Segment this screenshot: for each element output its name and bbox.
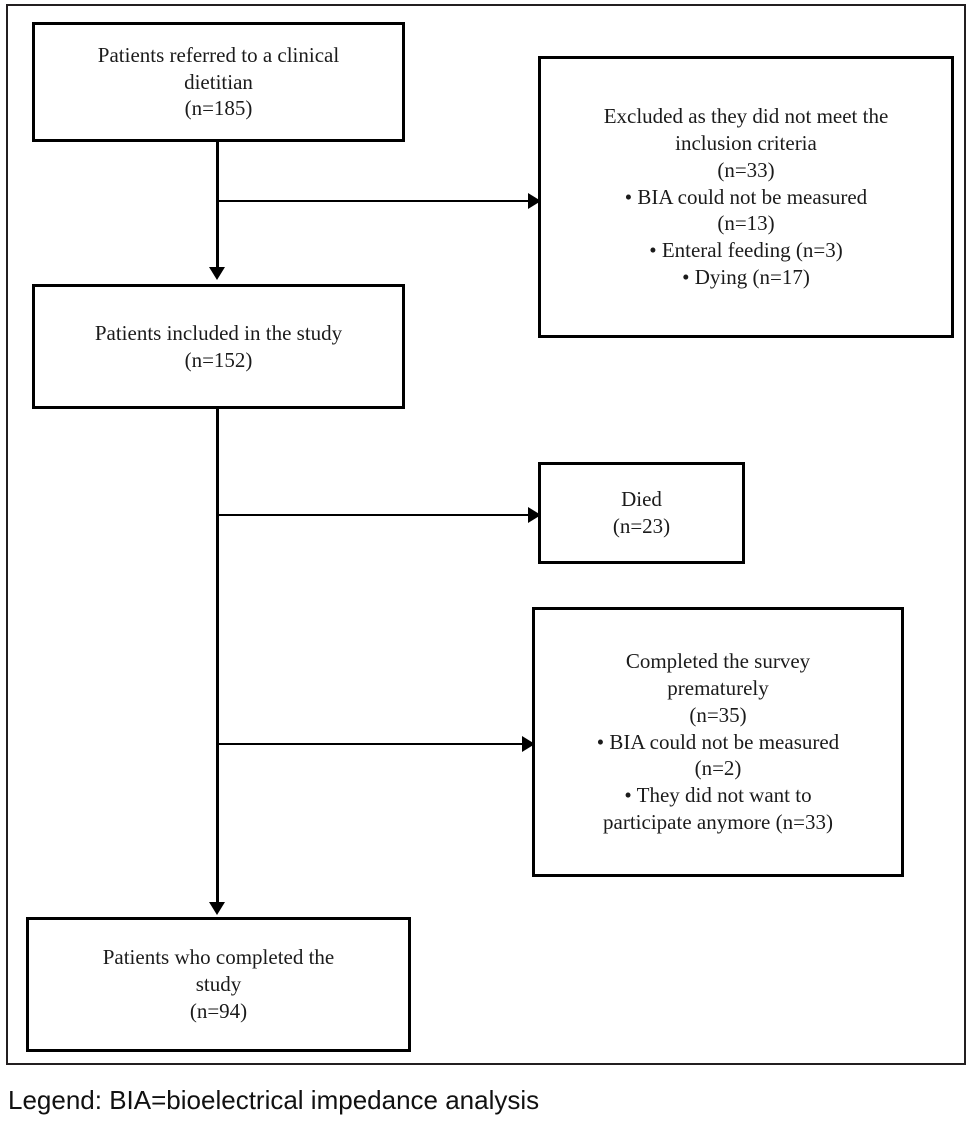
node-text-line: Patients referred to a clinical (97, 42, 340, 67)
node-text-line: • Enteral feeding (n=3) (649, 238, 843, 263)
node-text-line: Patients who completed the (102, 945, 335, 970)
node-text-line: (n=94) (189, 998, 248, 1023)
node-text-line: (n=2) (694, 756, 742, 781)
node-text-line: (n=185) (184, 96, 253, 121)
flowchart-frame (6, 4, 966, 1065)
node-died (538, 462, 745, 564)
node-text-line: (n=152) (184, 347, 253, 372)
arrowhead-down-completed (209, 902, 225, 915)
node-excluded (538, 56, 954, 338)
node-text-line: Completed the survey (625, 648, 811, 673)
node-text-line: Died (621, 487, 662, 512)
connector-to-excluded (218, 200, 531, 202)
node-text-line: (n=13) (717, 211, 775, 236)
connector-included-to-completed (216, 409, 219, 904)
node-text-line: • BIA could not be measured (624, 184, 868, 209)
arrowhead-down-included (209, 267, 225, 280)
node-text-line: Patients included in the study (94, 320, 343, 345)
connector-referred-to-included (216, 142, 219, 269)
node-text-line: (n=35) (689, 702, 747, 727)
connector-to-died (218, 514, 531, 516)
node-text-line: • BIA could not be measured (596, 729, 840, 754)
node-patients-referred (32, 22, 405, 142)
node-patients-completed (26, 917, 411, 1052)
connector-to-premature (218, 743, 525, 745)
figure-legend: Legend: BIA=bioelectrical impedance analysis (8, 1085, 540, 1115)
node-text-line: • They did not want to (624, 783, 812, 808)
node-text-line: (n=23) (612, 514, 671, 538)
node-patients-included (32, 284, 405, 409)
node-text-line: • Dying (n=17) (682, 265, 810, 290)
node-text-line: study (195, 972, 242, 997)
node-text-line: dietitian (184, 69, 253, 94)
node-text-line: (n=33) (717, 157, 775, 182)
node-text-line: Excluded as they did not meet the (603, 103, 889, 128)
node-text-line: participate anymore (n=33) (603, 810, 833, 835)
node-text-line: inclusion criteria (675, 130, 817, 155)
node-completed-prematurely (532, 607, 904, 877)
node-text-line: prematurely (667, 675, 769, 700)
